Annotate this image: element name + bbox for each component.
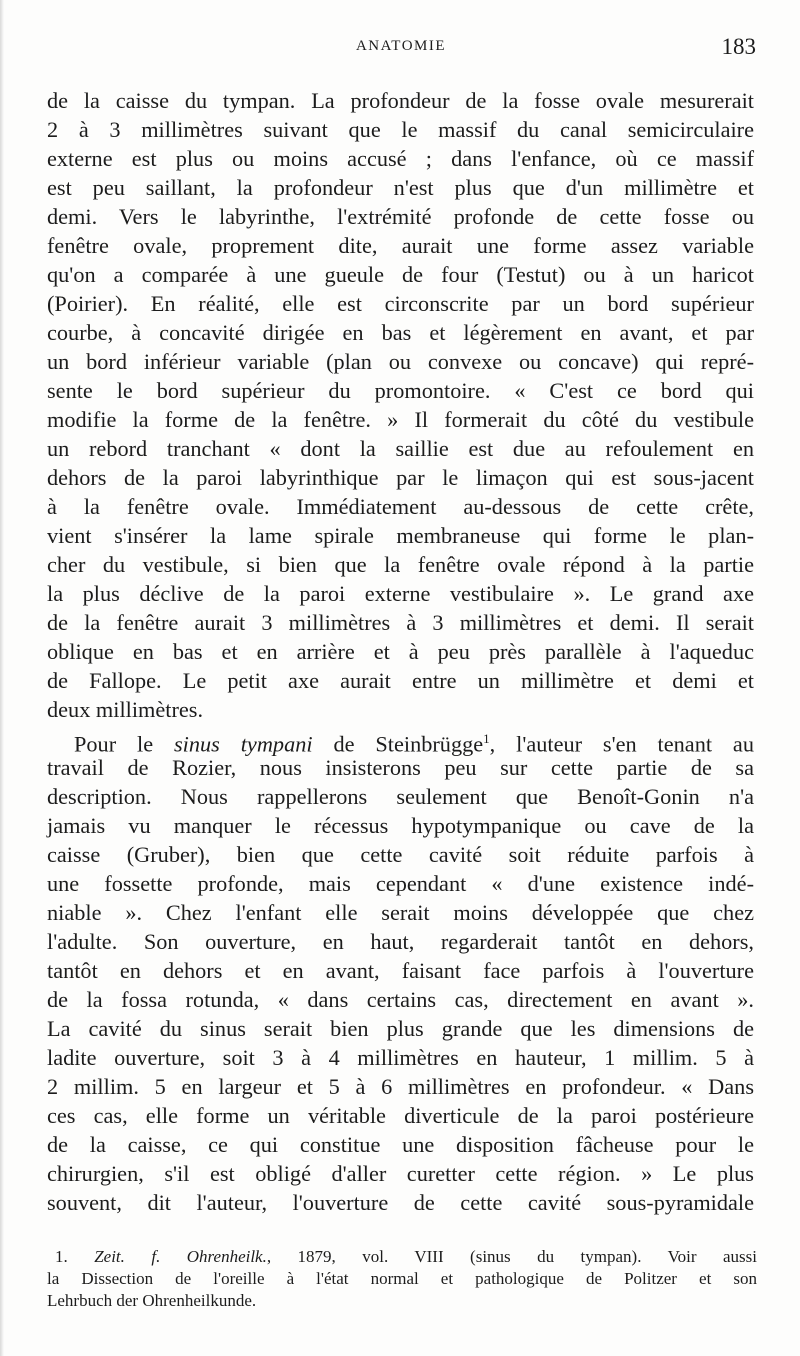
paragraph-2-lines [47,753,754,1217]
text-line: 2 à 3 millimètres suivant que le massif du canal semicirculaire [47,117,754,142]
footnote [47,1246,757,1312]
text-line: de la caisse, ce qui constitue une disposition fâcheuse pour le [47,1132,754,1157]
paragraph-2-first-line [47,724,754,757]
body-text [47,86,754,1217]
text-line: chirurgien, s'il est obligé d'aller curetter cette région. » Le plus [47,1161,754,1186]
text-line: un bord inférieur variable (plan ou convexe ou concave) qui repré- [47,349,754,374]
text-line: fenêtre ovale, proprement dite, aurait une forme assez variable [47,233,754,258]
text-line: niable ». Chez l'enfant elle serait moins développée que chez [47,900,754,925]
text-line: caisse (Gruber), bien que cette cavité soit réduite parfois à [47,842,754,867]
text-line: de la fenêtre aurait 3 millimètres à 3 millimètres et demi. Il serait [47,610,754,635]
text-line: est peu saillant, la profondeur n'est plus que d'un millimètre et [47,175,754,200]
footnote-line-1 [47,1246,757,1268]
text-line: courbe, à concavité dirigée en bas et légèrement en avant, et par [47,320,754,345]
footnote-ref: 1 [483,731,490,746]
text-line: de la caisse du tympan. La profondeur de la fosse ovale mesurerait [47,88,754,113]
text-line: oblique en bas et en arrière et à peu près parallèle à l'aqueduc [47,639,754,664]
text-line: modifie la forme de la fenêtre. » Il formerait du côté du vestibule [47,407,754,432]
text-line: (Poirier). En réalité, elle est circonscrite par un bord supérieur [47,291,754,316]
text-line: tantôt en dehors et en avant, faisant face parfois à l'ouverture [47,958,754,983]
para2-post: , l'auteur s'en tenant au [489,731,754,757]
scan-edge-shadow [0,0,4,1356]
text-line: qu'on a comparée à une gueule de four (Testut) ou à un haricot [47,262,754,287]
text-line: description. Nous rappellerons seulement que Benoît-Gonin n'a [47,784,754,809]
text-line: de Fallope. Le petit axe aurait entre un millimètre et demi et [47,668,754,693]
text-line: un rebord tranchant « dont la saillie est due au refoulement en [47,436,754,461]
footnote-line-3: Lehrbuch der Ohrenheilkunde. [47,1291,257,1310]
page-header [46,34,756,64]
footnote-journal: Zeit. f. Ohrenheilk. [94,1247,267,1266]
text-line: vient s'insérer la lame spirale membraneuse qui forme le plan- [47,523,754,548]
text-line: la plus déclive de la paroi externe vestibulaire ». Le grand axe [47,581,754,606]
paragraph-2 [47,724,754,1217]
text-line: l'adulte. Son ouverture, en haut, regarderait tantôt en dehors, [47,929,754,954]
text-line: jamais vu manquer le récessus hypotympanique ou cave de la [47,813,754,838]
text-line: ces cas, elle forme un véritable diverticule de la paroi postérieure [47,1103,754,1128]
text-line: dehors de la paroi labyrinthique par le limaçon qui est sous-jacent [47,465,754,490]
text-line: La cavité du sinus serait bien plus grande que les dimensions de [47,1016,754,1041]
text-line: une fossette profonde, mais cependant « d'une existence indé- [47,871,754,896]
para2-pre: Pour le [74,731,174,757]
text-line: souvent, dit l'auteur, l'ouverture de cette cavité sous-pyramidale [47,1190,754,1215]
text-line: demi. Vers le labyrinthe, l'extrémité profonde de cette fosse ou [47,204,754,229]
text-line: ladite ouverture, soit 3 à 4 millimètres en hauteur, 1 millim. 5 à [47,1045,754,1070]
footnote-line-2: la Dissection de l'oreille à l'état normal et pathologique de Politzer et son [47,1269,757,1288]
para2-italic-term: sinus tympani [174,731,313,757]
text-line: de la fossa rotunda, « dans certains cas, directement en avant ». [47,987,754,1012]
text-line: deux millimètres. [47,697,204,722]
page-number: 183 [721,34,756,59]
footnote-details: , 1879, vol. VIII (sinus du tympan). Voir aussi [266,1247,758,1266]
text-line: sente le bord supérieur du promontoire. « C'est ce bord qui [47,378,754,403]
paragraph-1 [47,86,754,724]
footnote-number: 1. [55,1247,68,1266]
text-line: 2 millim. 5 en largeur et 5 à 6 millimètres en profondeur. « Dans [47,1074,754,1099]
text-line: externe est plus ou moins accusé ; dans l'enfance, où ce massif [47,146,754,171]
running-title: ANATOMIE [355,38,447,54]
text-line: travail de Rozier, nous insisterons peu sur cette partie de sa [47,755,754,780]
para2-mid: de Steinbrügge [312,731,484,757]
text-line: cher du vestibule, si bien que la fenêtre ovale répond à la partie [47,552,754,577]
text-line: à la fenêtre ovale. Immédiatement au-dessous de cette crête, [47,494,754,519]
